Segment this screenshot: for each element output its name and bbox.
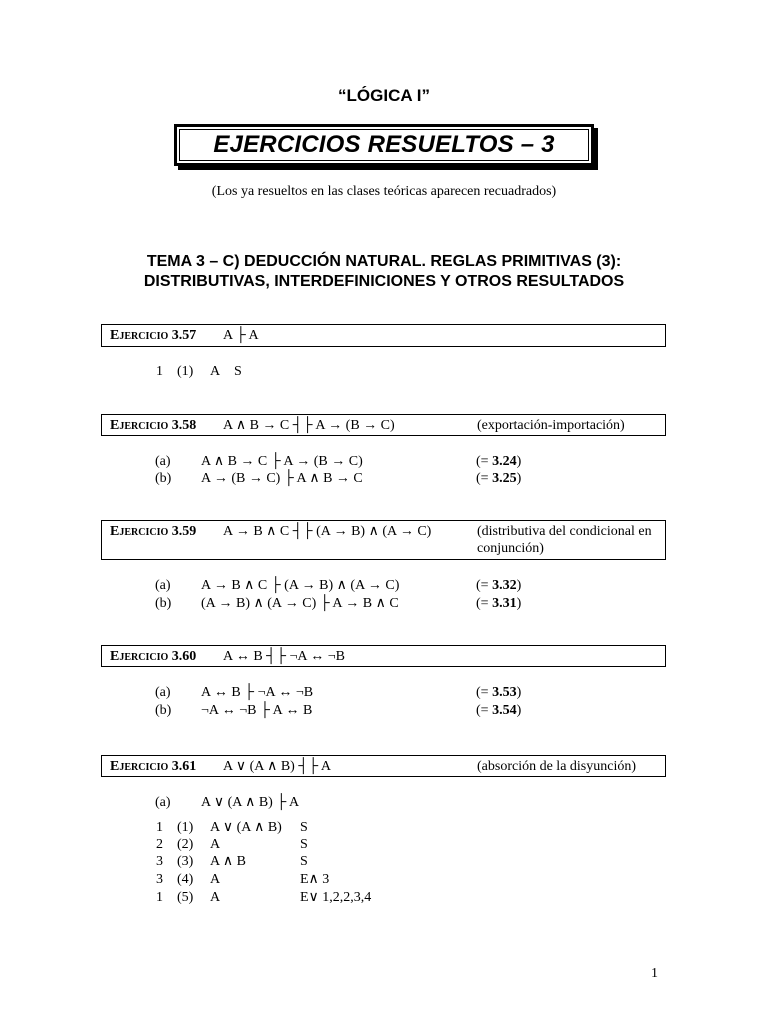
document-title-box bbox=[174, 124, 594, 166]
proof-formula: A bbox=[210, 364, 221, 379]
course-title: “LÓGICA I” bbox=[338, 86, 430, 105]
case-letter: (b) bbox=[155, 471, 172, 486]
proof-line-number: 1 bbox=[156, 364, 163, 379]
page-number: 1 bbox=[651, 966, 658, 981]
exercise-formula: A ∨ (A ∧ B) ┤├ A bbox=[223, 759, 332, 774]
proof-line-number: 2 bbox=[156, 837, 163, 852]
theme-heading-line-1: TEMA 3 – C) DEDUCCIÓN NATURAL. REGLAS PRIMITIVAS (3): bbox=[146, 253, 622, 270]
proof-step-number: (5) bbox=[177, 890, 194, 905]
proof-step-number: (1) bbox=[177, 364, 194, 379]
proof-step-number: (2) bbox=[177, 837, 194, 852]
exercise-note: (exportación-importación) bbox=[477, 418, 625, 433]
exercise-formula: A ∧ B → C ┤├ A → (B → C) bbox=[223, 418, 395, 433]
exercise-formula: A → B ∧ C ┤├ (A → B) ∧ (A → C) bbox=[223, 524, 432, 539]
document-title: EJERCICIOS RESUELTOS – 3 bbox=[213, 131, 555, 158]
theme-heading bbox=[60, 252, 708, 292]
case-reference: (= 3.32) bbox=[476, 578, 522, 593]
theme-heading-line-2: DISTRIBUTIVAS, INTERDEFINICIONES Y OTROS RESULTADOS bbox=[143, 273, 625, 290]
proof-rule: S bbox=[300, 820, 308, 835]
proof-line-number: 1 bbox=[156, 890, 163, 905]
proof-formula: A ∨ (A ∧ B) bbox=[210, 820, 282, 835]
proof-formula: A bbox=[210, 837, 221, 852]
proof-rule: E∨ 1,2,2,3,4 bbox=[300, 890, 372, 905]
case-reference: (= 3.25) bbox=[476, 471, 522, 486]
case-letter: (a) bbox=[155, 578, 171, 593]
proof-rule: S bbox=[300, 837, 308, 852]
case-formula: A ∧ B → C ├ A → (B → C) bbox=[201, 454, 363, 469]
exercise-label: Ejercicio 3.60 bbox=[110, 649, 197, 664]
proof-formula: A ∧ B bbox=[210, 854, 246, 869]
proof-step-number: (1) bbox=[177, 820, 194, 835]
exercise-label: Ejercicio 3.59 bbox=[110, 524, 197, 539]
case-formula: A ↔ B ├ ¬A ↔ ¬B bbox=[201, 685, 314, 700]
exercise-label: Ejercicio 3.58 bbox=[110, 418, 197, 433]
proof-step-number: (3) bbox=[177, 854, 194, 869]
case-letter: (a) bbox=[155, 795, 171, 810]
case-letter: (a) bbox=[155, 454, 171, 469]
exercise-formula: A ↔ B ┤├ ¬A ↔ ¬B bbox=[223, 649, 345, 664]
proof-rule: E∧ 3 bbox=[300, 872, 330, 887]
exercise-note: (absorción de la disyunción) bbox=[477, 759, 637, 774]
case-reference: (= 3.31) bbox=[476, 596, 522, 611]
proof-formula: A bbox=[210, 890, 221, 905]
proof-line-number: 1 bbox=[156, 820, 163, 835]
subtitle-note: (Los ya resueltos en las clases teóricas aparecen recuadrados) bbox=[211, 184, 557, 199]
case-formula: A → (B → C) ├ A ∧ B → C bbox=[201, 471, 363, 486]
case-reference: (= 3.54) bbox=[476, 703, 522, 718]
proof-rule: S bbox=[234, 364, 242, 379]
exercise-formula: A ├ A bbox=[223, 328, 259, 343]
exercise-3-58-box bbox=[101, 414, 666, 436]
case-letter: (a) bbox=[155, 685, 171, 700]
case-formula: (A → B) ∧ (A → C) ├ A → B ∧ C bbox=[201, 596, 399, 611]
case-reference: (= 3.53) bbox=[476, 685, 522, 700]
proof-formula: A bbox=[210, 872, 221, 887]
case-reference: (= 3.24) bbox=[476, 454, 522, 469]
case-letter: (b) bbox=[155, 596, 172, 611]
exercise-note: (distributiva del condicional en conjunción) bbox=[477, 524, 652, 556]
case-letter: (b) bbox=[155, 703, 172, 718]
proof-line-number: 3 bbox=[156, 872, 163, 887]
exercise-3-60-box bbox=[101, 645, 666, 667]
exercise-3-61-box bbox=[101, 755, 666, 777]
proof-step-number: (4) bbox=[177, 872, 194, 887]
case-formula: A → B ∧ C ├ (A → B) ∧ (A → C) bbox=[201, 578, 400, 593]
exercise-3-59-box bbox=[101, 520, 666, 560]
case-formula: ¬A ↔ ¬B ├ A ↔ B bbox=[201, 703, 313, 718]
exercise-label: Ejercicio 3.57 bbox=[110, 328, 197, 343]
exercise-3-57-box bbox=[101, 324, 666, 347]
proof-rule: S bbox=[300, 854, 308, 869]
case-formula: A ∨ (A ∧ B) ├ A bbox=[201, 795, 300, 810]
exercise-label: Ejercicio 3.61 bbox=[110, 759, 197, 774]
proof-line-number: 3 bbox=[156, 854, 163, 869]
